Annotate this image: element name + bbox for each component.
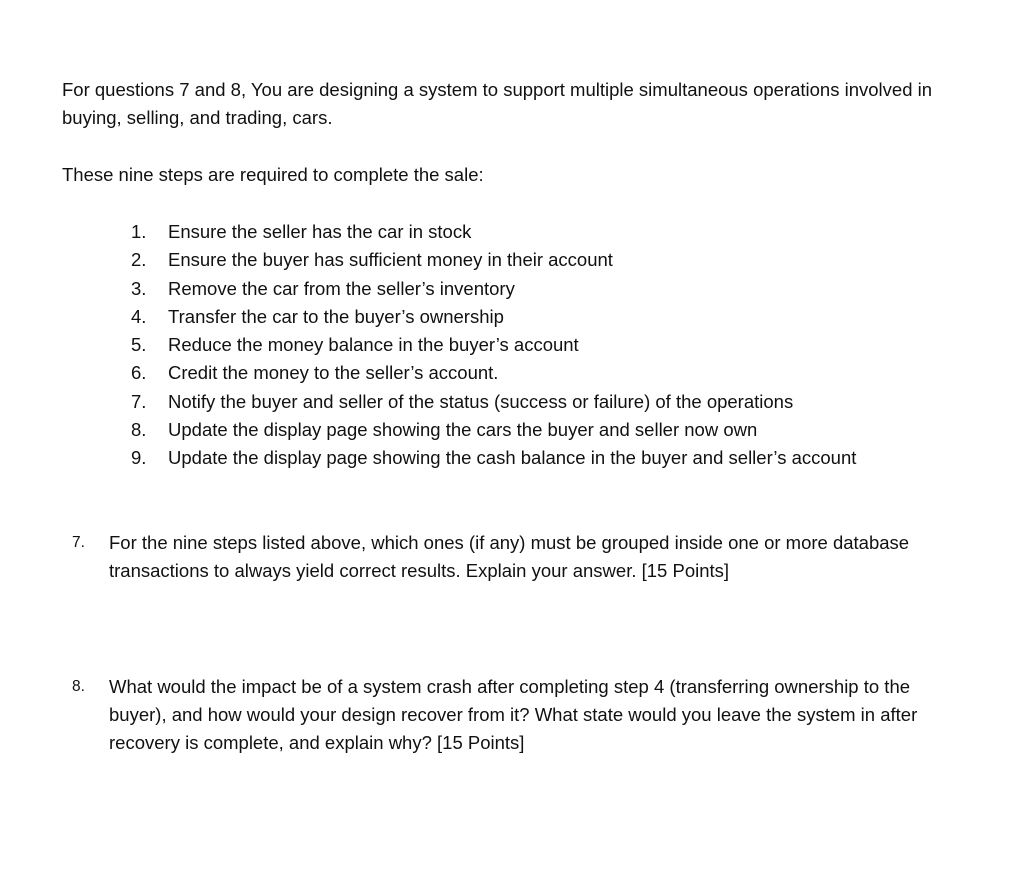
- step-text: Notify the buyer and seller of the status (success or failure) of the operations: [168, 390, 794, 412]
- step-number: 7.: [131, 390, 147, 412]
- question-text: What would the impact be of a system crash after completing step 4 (transferring ownership to the buyer), and how would your design recover from it? What state would you leave the system in after recovery is complete, and explain why? [15 Points]: [109, 676, 918, 753]
- step-number: 8.: [131, 419, 147, 441]
- list-item: [131, 218, 856, 246]
- step-number: 3.: [131, 277, 147, 299]
- step-number: 5.: [131, 334, 147, 356]
- step-text: Ensure the buyer has sufficient money in their account: [168, 249, 613, 271]
- list-item: [131, 303, 856, 331]
- question-8: [62, 673, 972, 757]
- step-text: Update the display page showing the cars the buyer and seller now own: [168, 419, 758, 441]
- step-text: Remove the car from the seller’s inventory: [168, 277, 515, 299]
- list-item: [131, 275, 856, 303]
- step-number: 9.: [131, 447, 147, 469]
- step-text: Reduce the money balance in the buyer’s account: [168, 334, 579, 356]
- steps-list: [131, 218, 856, 473]
- step-text: Ensure the seller has the car in stock: [168, 221, 472, 242]
- steps-heading: These nine steps are required to complete the sale:: [62, 164, 484, 185]
- step-number: 1.: [131, 221, 147, 242]
- list-item: [131, 331, 856, 359]
- step-text: Credit the money to the seller’s account.: [168, 362, 499, 384]
- intro-paragraph: For questions 7 and 8, You are designing a system to support multiple simultaneous operations involved in buying, selling, and trading, cars.: [62, 79, 933, 128]
- list-item: [131, 416, 856, 444]
- question-number: 7.: [72, 534, 85, 551]
- list-item: [131, 388, 856, 416]
- list-item: [131, 444, 856, 472]
- step-text: Transfer the car to the buyer’s ownership: [168, 305, 504, 327]
- list-item: [131, 359, 856, 387]
- question-text: For the nine steps listed above, which ones (if any) must be grouped inside one or more database transactions to always yield correct results. Explain your answer. [15 Points]: [109, 532, 910, 581]
- step-number: 6.: [131, 362, 147, 384]
- step-number: 4.: [131, 305, 147, 327]
- step-number: 2.: [131, 249, 147, 271]
- question-7: [62, 529, 972, 585]
- question-number: 8.: [72, 678, 85, 695]
- list-item: [131, 246, 856, 274]
- step-text: Update the display page showing the cash balance in the buyer and seller’s account: [168, 447, 857, 469]
